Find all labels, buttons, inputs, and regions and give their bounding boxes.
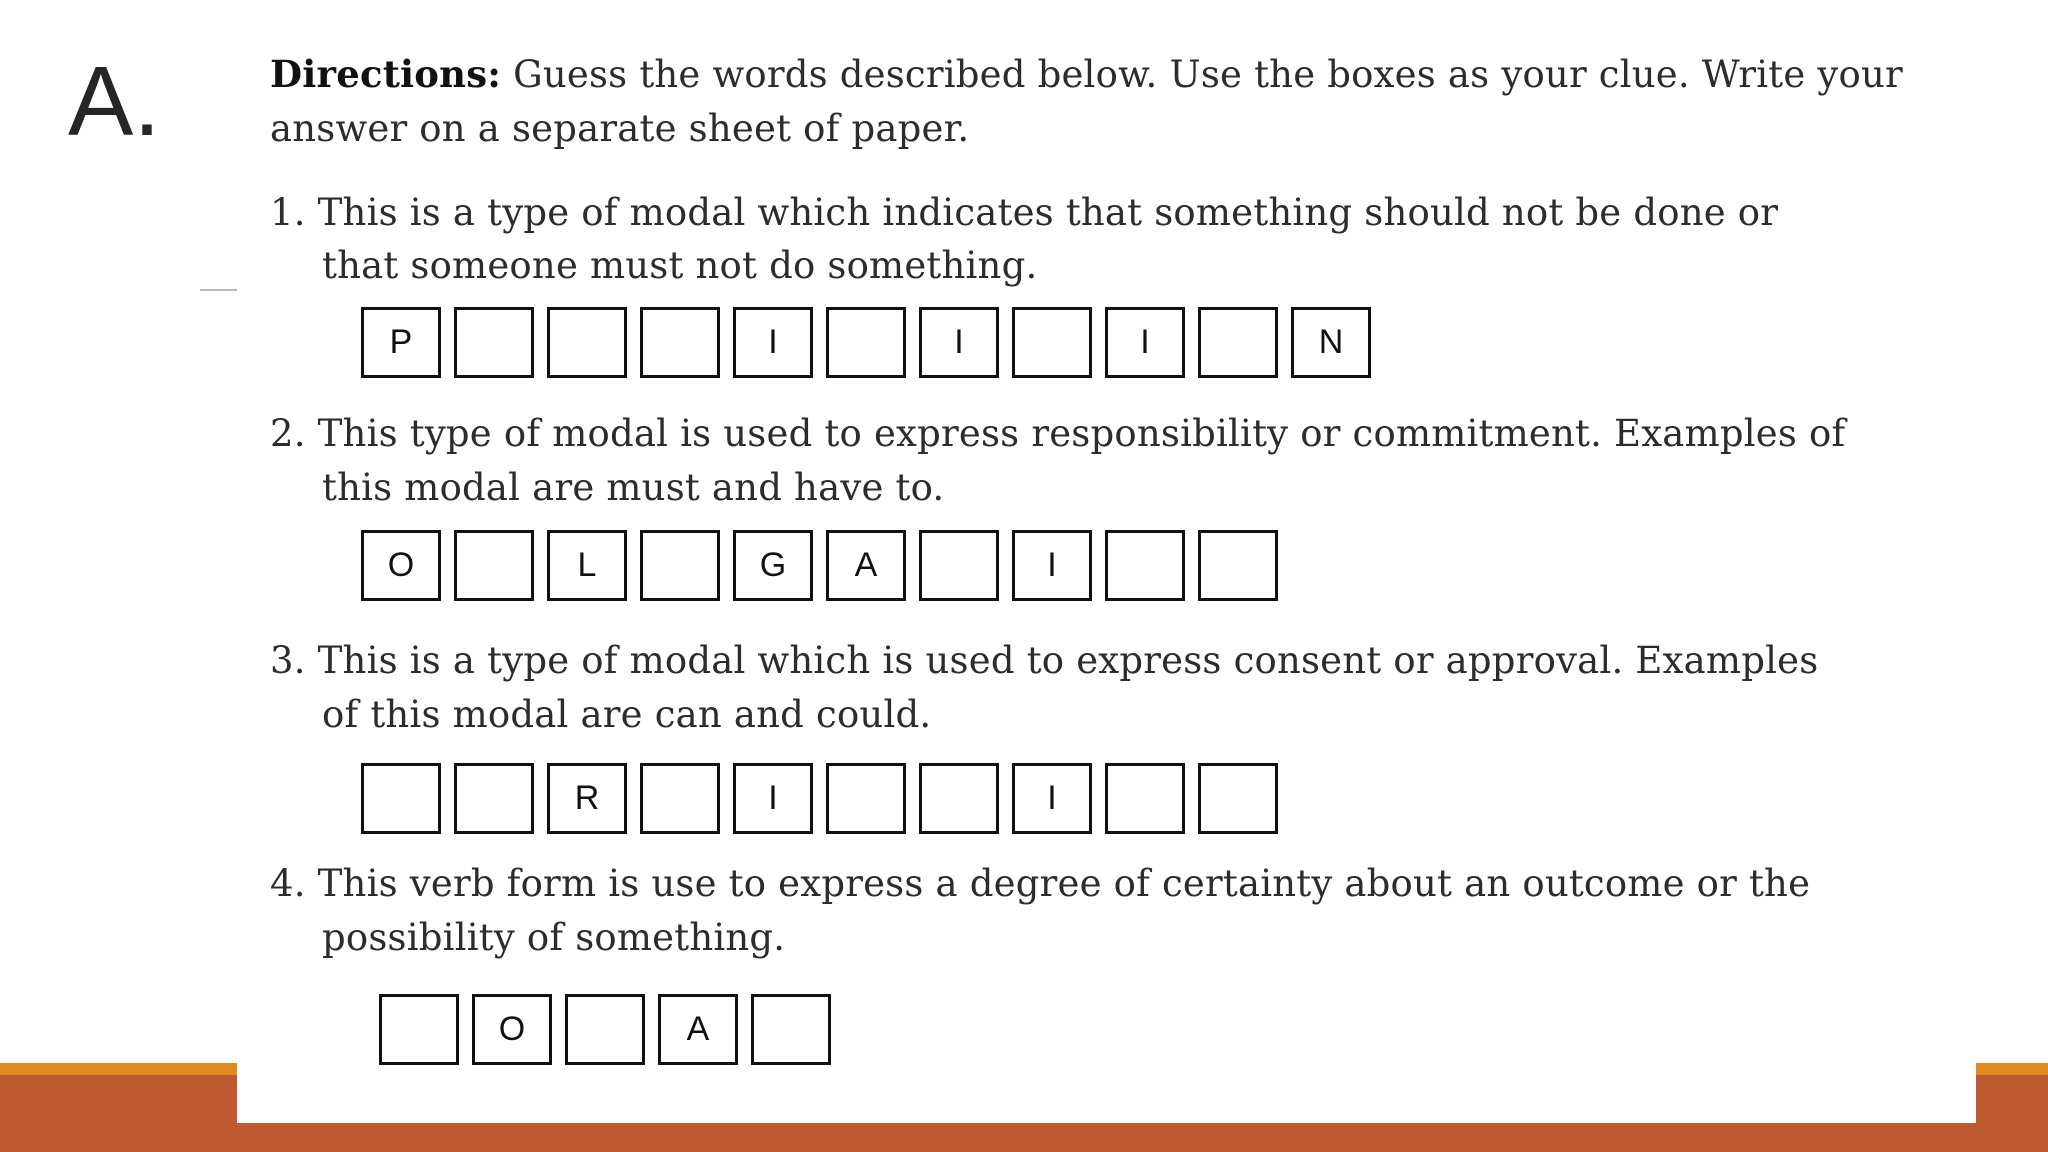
letter-box[interactable]: I — [733, 307, 813, 378]
question-1-line2: that someone must not do something. — [322, 244, 1038, 287]
question-4-letter-boxes — [379, 994, 831, 1065]
question-3-line1: 3. This is a type of modal which is used to express consent or approval. Examples — [270, 639, 1819, 682]
letter-box[interactable]: I — [733, 763, 813, 834]
letter-box[interactable]: A — [658, 994, 738, 1065]
directions-line1: Guess the words described below. Use the boxes as your clue. Write your — [513, 53, 1903, 96]
letter-box[interactable]: I — [1105, 307, 1185, 378]
footer-bar-bottom — [0, 1123, 2048, 1152]
question-1-line1: 1. This is a type of modal which indicates that something should not be done or — [270, 191, 1779, 234]
letter-box[interactable]: G — [733, 530, 813, 601]
letter-box[interactable] — [565, 994, 645, 1065]
question-4-line2: possibility of something. — [322, 916, 786, 959]
letter-box[interactable] — [919, 763, 999, 834]
letter-box[interactable]: N — [1291, 307, 1371, 378]
letter-box[interactable] — [640, 763, 720, 834]
letter-box[interactable] — [1198, 307, 1278, 378]
letter-box[interactable] — [1105, 763, 1185, 834]
letter-box[interactable]: P — [361, 307, 441, 378]
worksheet-image — [237, 0, 1976, 1123]
slide-letter: A. — [68, 46, 161, 156]
question-2-line1: 2. This type of modal is used to express responsibility or commitment. Examples of — [270, 412, 1846, 455]
letter-box[interactable] — [640, 530, 720, 601]
letter-box[interactable] — [361, 763, 441, 834]
letter-box[interactable]: I — [1012, 763, 1092, 834]
letter-box[interactable] — [379, 994, 459, 1065]
letter-box[interactable]: L — [547, 530, 627, 601]
letter-box[interactable] — [1198, 530, 1278, 601]
directions-label: Directions: — [270, 52, 502, 96]
letter-box[interactable] — [454, 307, 534, 378]
letter-box[interactable] — [547, 307, 627, 378]
letter-box[interactable]: A — [826, 530, 906, 601]
letter-box[interactable]: O — [472, 994, 552, 1065]
letter-box[interactable] — [919, 530, 999, 601]
letter-box[interactable]: O — [361, 530, 441, 601]
letter-box[interactable] — [640, 307, 720, 378]
letter-box[interactable] — [826, 307, 906, 378]
letter-box[interactable]: I — [919, 307, 999, 378]
question-1-letter-boxes — [361, 307, 1371, 378]
question-2-letter-boxes — [361, 530, 1278, 601]
letter-box[interactable] — [751, 994, 831, 1065]
letter-box[interactable] — [454, 763, 534, 834]
question-2-line2: this modal are must and have to. — [322, 466, 945, 509]
question-3-line2: of this modal are can and could. — [322, 693, 932, 736]
letter-box[interactable] — [1012, 307, 1092, 378]
letter-box[interactable] — [1105, 530, 1185, 601]
letter-box[interactable] — [454, 530, 534, 601]
letter-box[interactable] — [1198, 763, 1278, 834]
directions-line2: answer on a separate sheet of paper. — [270, 107, 970, 150]
directions — [270, 47, 1903, 156]
question-4-line1: 4. This verb form is use to express a degree of certainty about an outcome or the — [270, 862, 1811, 905]
question-3-letter-boxes — [361, 763, 1278, 834]
letter-box[interactable] — [826, 763, 906, 834]
stray-dash — [200, 289, 237, 291]
letter-box[interactable]: R — [547, 763, 627, 834]
letter-box[interactable]: I — [1012, 530, 1092, 601]
